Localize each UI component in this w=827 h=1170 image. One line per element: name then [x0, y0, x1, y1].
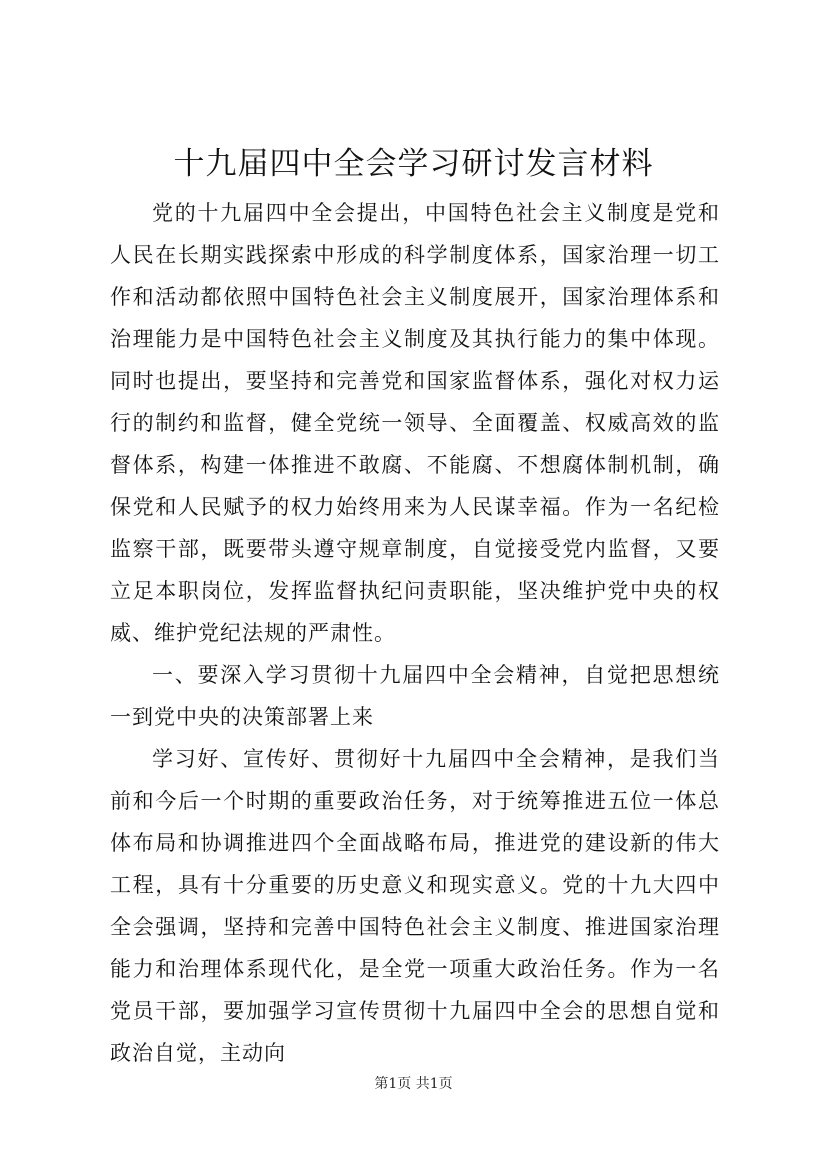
paragraph-section-1: 学习好、宣传好、贯彻好十九届四中全会精神，是我们当前和今后一个时期的重要政治任务，对于统筹推进五位一体总体布局和协调推进四个全面战略布局，推进党的建设新的伟大工程，具有十分重要的历史意义和现实意义。党的十九大四中全会强调，坚持和完善中国特色社会主义制度、推进国家治理能力和治理体系现代化，是全党一项重大政治任务。作为一名党员干部，要加强学习宣传贯彻十九届四中全会的思想自觉和政治自觉，主动向: [110, 747, 720, 1065]
document-title: 十九届四中全会学习研讨发言材料: [173, 146, 654, 182]
document-body: [110, 192, 720, 1074]
paragraph-intro: 党的十九届四中全会提出，中国特色社会主义制度是党和人民在长期实践探索中形成的科学制度体系，国家治理一切工作和活动都依照中国特色社会主义制度展开，国家治理体系和治理能力是中国特色社会主义制度及其执行能力的集中体现。同时也提出，要坚持和完善党和国家监督体系，强化对权力运行的制约和监督，健全党统一领导、全面覆盖、权威高效的监督体系，构建一体推进不敢腐、不能腐、不想腐体制机制，确保党和人民赋予的权力始终用来为人民谋幸福。作为一名纪检监察干部，既要带头遵守规章制度，自觉接受党内监督，又要立足本职岗位，发挥监督执纪问责职能，坚决维护党中央的权威、维护党纪法规的严肃性。: [110, 201, 720, 645]
page-footer: 第1页 共1页: [374, 1076, 453, 1092]
section-heading-1: 一、要深入学习贯彻十九届四中全会精神，自觉把思想统一到党中央的决策部署上来: [110, 663, 720, 729]
